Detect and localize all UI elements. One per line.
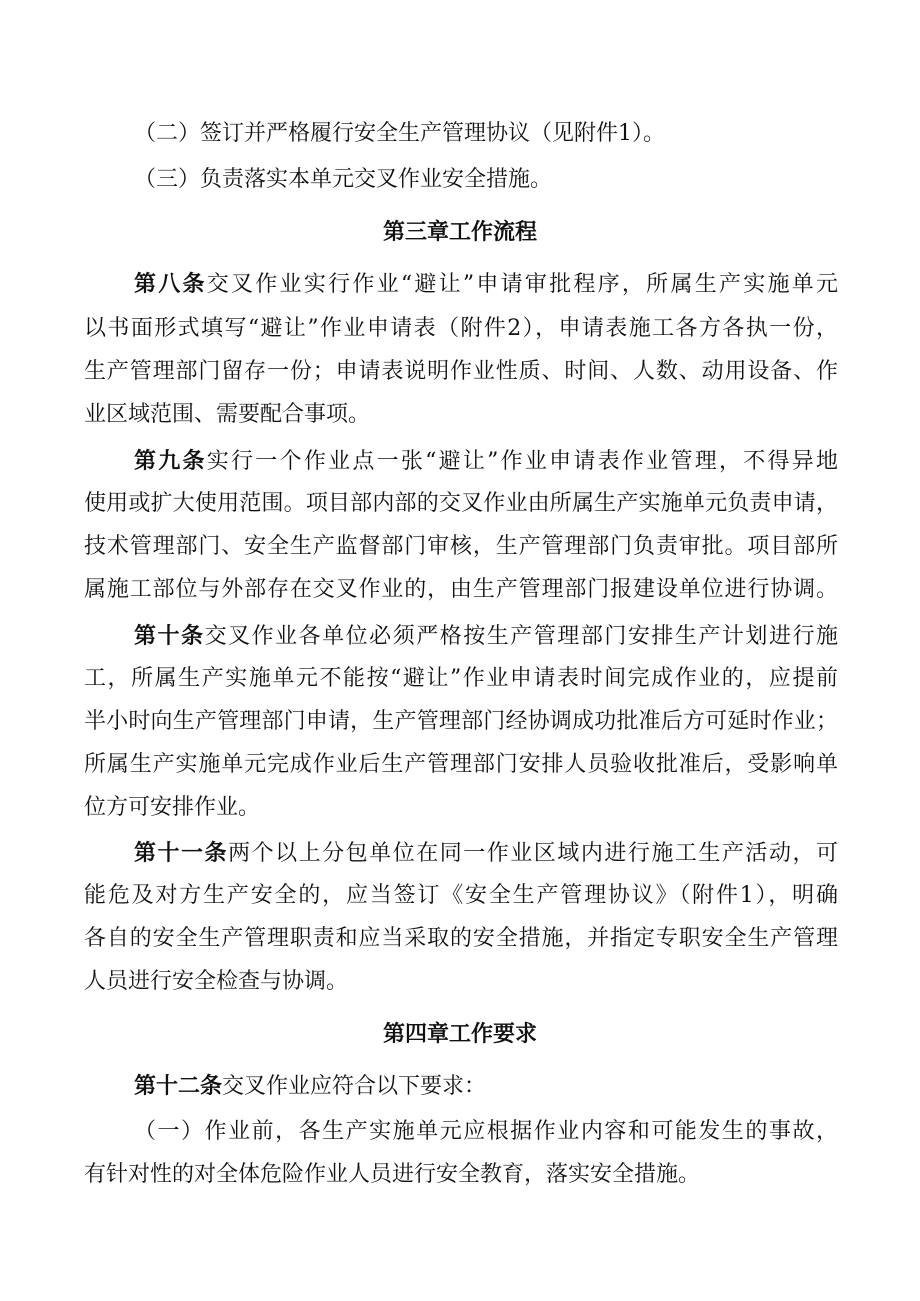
article-11-line-3: 各自的安全生产管理职责和应当采取的安全措施，并指定专职安全生产管理	[84, 926, 838, 951]
article-11-line-2: 能危及对方生产安全的，应当签订《安全生产管理协议》（附件1），明确	[84, 883, 838, 908]
article-12-sub1-line-2: 有针对性的对全体危险作业人员进行安全教育，落实安全措施。	[84, 1162, 701, 1187]
article-9-line-4: 属施工部位与外部存在交叉作业的，由生产管理部门报建设单位进行协调。	[84, 577, 838, 602]
article-10-line-5: 位方可安排作业。	[84, 795, 261, 820]
article-9-line-1	[134, 447, 838, 476]
chapter-3-heading: 第三章工作流程	[382, 219, 537, 245]
article-8-text-1: 交叉作业实行作业“避让”申请审批程序，所属生产实施单元	[206, 272, 838, 297]
article-8-line-4: 业区域范围、需要配合事项。	[84, 402, 371, 427]
clause-item-3: （三）负责落实本单元交叉作业安全措施。	[134, 167, 553, 192]
article-11-text-1: 两个以上分包单位在同一作业区域内进行施工生产活动，可	[228, 841, 838, 866]
article-9-line-2: 使用或扩大使用范围。项目部内部的交叉作业由所属生产实施单元负责申请，	[84, 491, 838, 516]
article-9-number: 第九条	[134, 448, 207, 474]
article-12-number: 第十二条	[134, 1073, 223, 1099]
article-11-line-4: 人员进行安全检查与协调。	[84, 969, 349, 994]
article-10-line-1	[134, 622, 838, 651]
article-8-line-2: 以书面形式填写“避让”作业申请表（附件2），申请表施工各方各执一份，	[84, 316, 838, 341]
article-12-line-1	[134, 1072, 486, 1101]
article-9-line-3: 技术管理部门、安全生产监督部门审核，生产管理部门负责审批。项目部所	[84, 534, 838, 559]
article-10-line-2: 工，所属生产实施单元不能按“避让”作业申请表时间完成作业的，应提前	[84, 666, 838, 691]
clause-item-2: （二）签订并严格履行安全生产管理协议（见附件1）。	[134, 121, 665, 146]
article-8-number: 第八条	[134, 271, 207, 297]
article-11-line-1	[134, 839, 838, 868]
article-10-number: 第十条	[134, 623, 205, 649]
chapter-4-heading: 第四章工作要求	[382, 1021, 537, 1047]
article-9-text-1: 实行一个作业点一张“避让”作业申请表作业管理，不得异地	[206, 449, 838, 474]
article-12-sub1-line-1: （一）作业前，各生产实施单元应根据作业内容和可能发生的事故，	[134, 1119, 838, 1144]
article-10-text-1: 交叉作业各单位必须严格按生产管理部门安排生产计划进行施	[204, 624, 838, 649]
article-10-line-4: 所属生产实施单元完成作业后生产管理部门安排人员验收批准后，受影响单	[84, 752, 838, 777]
article-8-line-1	[134, 270, 838, 299]
article-8-line-3: 生产管理部门留存一份；申请表说明作业性质、时间、人数、动用设备、作	[84, 359, 838, 384]
article-12-text-1: 交叉作业应符合以下要求：	[222, 1074, 487, 1099]
article-11-number: 第十一条	[134, 840, 229, 866]
article-10-line-3: 半小时向生产管理部门申请，生产管理部门经协调成功批准后方可延时作业；	[84, 709, 838, 734]
